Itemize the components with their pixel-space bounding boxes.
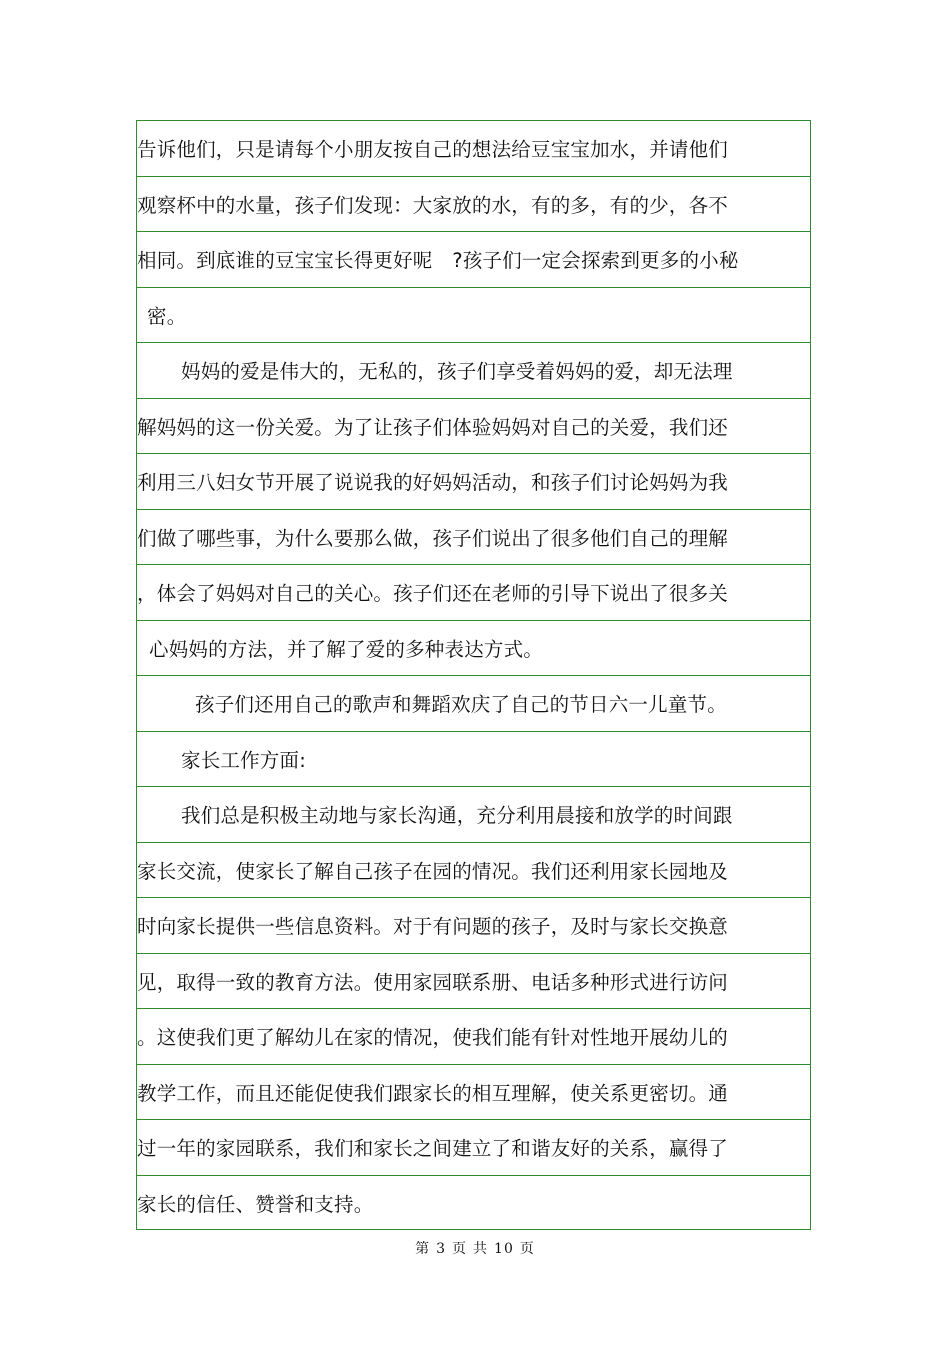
page-frame [136, 120, 811, 1230]
text-line-content: 。这使我们更了解幼儿在家的情况，使我们能有针对性地开展幼儿的 [137, 1026, 729, 1050]
text-line [137, 1009, 810, 1065]
footer-label-page: 页 [452, 1241, 468, 1257]
text-line [137, 399, 810, 455]
text-line-content: 心妈妈的方法，并了解了爱的多种表达方式。 [149, 637, 544, 661]
text-line [137, 954, 810, 1010]
text-line [137, 288, 810, 344]
footer-label-total: 共 [473, 1241, 489, 1257]
text-line-content: 我们总是积极主动地与家长沟通，充分利用晨接和放学的时间跟 [181, 804, 733, 828]
page-footer [0, 1238, 950, 1258]
text-line [137, 565, 810, 621]
text-line-content: 妈妈的爱是伟大的，无私的，孩子们享受着妈妈的爱，却无法理 [181, 360, 733, 384]
text-line-content: 时向家长提供一些信息资料。对于有问题的孩子，及时与家长交换意 [137, 915, 729, 939]
text-line-content: 告诉他们，只是请每个小朋友按自己的想法给豆宝宝加水，并请他们 [137, 138, 729, 162]
text-line [137, 1120, 810, 1176]
text-line-content: 密。 [147, 304, 187, 328]
text-line [137, 843, 810, 899]
text-line-content: 相同。到底谁的豆宝宝长得更好呢 ?孩子们一定会探索到更多的小秘 [137, 249, 739, 273]
text-line [137, 1176, 810, 1232]
text-line [137, 343, 810, 399]
text-line [137, 787, 810, 843]
text-line-content: ，体会了妈妈对自己的关心。孩子们还在老师的引导下说出了很多关 [137, 582, 729, 606]
text-line-content: 利用三八妇女节开展了说说我的好妈妈活动，和孩子们讨论妈妈为我 [137, 471, 729, 495]
text-line-content: 教学工作，而且还能促使我们跟家长的相互理解，使关系更密切。通 [137, 1081, 729, 1105]
text-line [137, 121, 810, 177]
text-line [137, 177, 810, 233]
footer-label-suffix: 页 [519, 1241, 535, 1257]
text-line-content: 家长工作方面: [181, 748, 306, 772]
text-line [137, 732, 810, 788]
footer-current-page: 3 [436, 1241, 447, 1257]
text-line [137, 676, 810, 732]
text-line-content: 家长的信任、赞誉和支持。 [137, 1193, 374, 1217]
text-line-content: 观察杯中的水量，孩子们发现：大家放的水，有的多，有的少，各不 [137, 193, 729, 217]
text-line [137, 1065, 810, 1121]
footer-total-pages: 10 [494, 1241, 514, 1257]
text-line [137, 898, 810, 954]
text-line [137, 621, 810, 677]
text-line [137, 454, 810, 510]
text-line [137, 510, 810, 566]
text-line [137, 232, 810, 288]
text-line-content: 解妈妈的这一份关爱。为了让孩子们体验妈妈对自己的关爱，我们还 [137, 415, 729, 439]
text-line-content: 们做了哪些事，为什么要那么做，孩子们说出了很多他们自己的理解 [137, 526, 729, 550]
text-line-content: 孩子们还用自己的歌声和舞蹈欢庆了自己的节日六一儿童节。 [195, 693, 727, 717]
text-line-content: 见，取得一致的教育方法。使用家园联系册、电话多种形式进行访问 [137, 970, 729, 994]
footer-label-prefix: 第 [415, 1241, 431, 1257]
text-line-content: 家长交流，使家长了解自己孩子在园的情况。我们还利用家长园地及 [137, 859, 729, 883]
text-line-content: 过一年的家园联系，我们和家长之间建立了和谐友好的关系，赢得了 [137, 1137, 729, 1161]
